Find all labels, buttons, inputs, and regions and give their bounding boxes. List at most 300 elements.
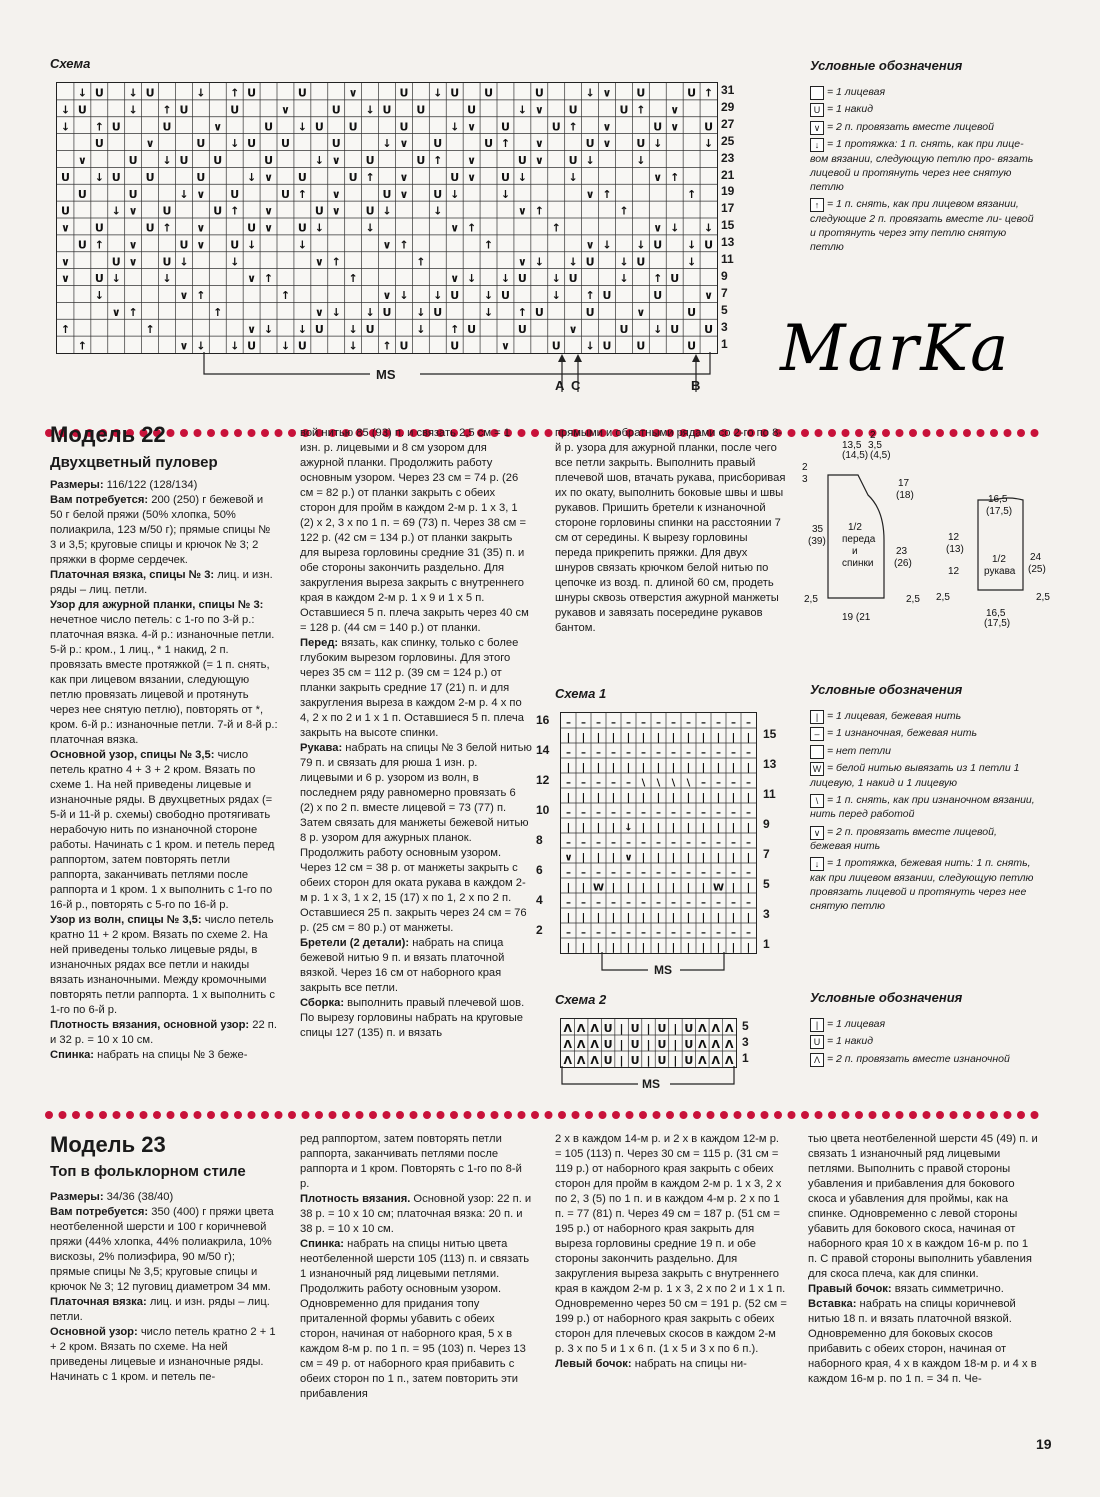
stitch-symbol: ↓ <box>77 86 87 100</box>
stitch-symbol: | <box>596 762 601 774</box>
stitch-symbol: | <box>656 822 661 834</box>
stitch-symbol: ∨ <box>348 86 358 100</box>
stitch-symbol: ↓ <box>297 238 307 252</box>
paragraph-heading: Рукава: <box>300 742 343 754</box>
knit-stitch-icon <box>810 86 824 100</box>
stitch-symbol: – <box>626 747 631 759</box>
stitch-symbol: U <box>500 120 510 134</box>
stitch-symbol: ↑ <box>128 305 138 319</box>
stitch-symbol: ↓ <box>619 255 629 269</box>
stitch-symbol: ↑ <box>534 204 544 218</box>
stitch-symbol: U <box>630 1021 640 1035</box>
stitch-symbol: ∨ <box>467 120 477 134</box>
stitch-symbol: ↓ <box>111 272 121 286</box>
separator-dot <box>72 1111 80 1119</box>
stitch-symbol: | <box>626 762 631 774</box>
stitch-symbol: ↓ <box>382 204 392 218</box>
stitch-symbol: | <box>671 792 676 804</box>
paragraph-text: тью цвета неотбеленной шерсти 45 (49) п. и связать 1 изнаночный ряд лицевыми петлями. Выполнить с правой стороны убавления и прибавления для бокового скоса и убавления для проймы, как на спинке. Одновременно с левой стороны убавить для бокового скоса, начиная от наборного края 10 х в каждом 16-м р. по 1 п. С правой стороны выполнить убавления для скоса плеча, как для спинки. <box>808 1133 1038 1280</box>
stitch-symbol: | <box>731 852 736 864</box>
stitch-symbol: – <box>716 747 721 759</box>
paragraph-heading: Платочная вязка, спицы № 3: <box>50 569 215 581</box>
shape-label: 1/2 <box>992 554 1006 565</box>
separator-dot <box>977 1111 985 1119</box>
stitch-symbol: ∨ <box>264 204 274 218</box>
stitch-symbol: | <box>581 882 586 894</box>
paragraph-heading: Узор для ажурной планки, спицы № 3: <box>50 599 264 611</box>
stitch-symbol: U <box>704 322 714 336</box>
stitch-symbol: U <box>670 322 680 336</box>
stitch-symbol: ↑ <box>77 339 87 353</box>
stitch-symbol: | <box>716 942 721 953</box>
stitch-symbol: – <box>656 897 661 909</box>
stitch-symbol: | <box>701 942 706 953</box>
stitch-symbol: Λ <box>711 1053 721 1067</box>
stitch-symbol: U <box>467 103 477 117</box>
stitch-symbol: – <box>626 927 631 939</box>
stitch-symbol: U <box>297 339 307 353</box>
stitch-symbol: U <box>636 137 646 151</box>
stitch-symbol: W <box>712 882 725 894</box>
stitch-symbol: ∨ <box>450 221 460 235</box>
paragraph <box>300 1192 532 1237</box>
shape-label: и <box>852 546 858 557</box>
stitch-symbol: | <box>596 792 601 804</box>
stitch-symbol: ∨ <box>331 187 341 201</box>
stitch-symbol: | <box>656 852 661 864</box>
stitch-symbol: ↓ <box>230 255 240 269</box>
stitch-symbol: | <box>686 732 691 744</box>
stitch-symbol: ↓ <box>602 238 612 252</box>
stitch-symbol: | <box>566 942 571 953</box>
paragraph-text: прямыми и обратными рядами со 2-го по 8-й р. узора для ажурной планки, после чего все петли закрыть. Выполнить правый плечевой шов, втачать рукава, присборивая их по окату, выполнить боковые швы и швы рукавов. Пришить бретели к изнаночной стороне горловины спинки на расстоянии 7 см от середины. К вырезу горловины переда прикрепить пряжки. Для двух шнуров связать крючком белой нитью по цепочке из возд. п. длиной 60 см, продеть шнуры сквозь отверстия ажурной манжеты рукавов и завязать посередине рукавов бантом. <box>555 427 786 634</box>
stitch-symbol: – <box>611 897 616 909</box>
shape-label: 3,5 <box>868 440 882 451</box>
stitch-symbol: U <box>365 154 375 167</box>
stitch-symbol: – <box>716 837 721 849</box>
stitch-symbol: | <box>731 732 736 744</box>
stitch-symbol: ↓ <box>60 120 71 134</box>
stitch-symbol: ↑ <box>230 86 240 100</box>
legend2 <box>810 1018 1040 1070</box>
stitch-symbol: U <box>196 137 206 151</box>
stitch-symbol: U <box>111 120 121 134</box>
stitch-symbol: ↓ <box>483 305 494 319</box>
paragraph-text: лиц. и изн. ряды – лиц. петли. <box>50 1296 270 1323</box>
stitch-symbol: U <box>60 204 70 218</box>
stitch-symbol: ↓ <box>348 339 358 353</box>
model23-title: Модель 23 <box>50 1132 166 1157</box>
legend-symbol-icon: ↓ <box>810 857 824 871</box>
separator-dot <box>815 1111 823 1119</box>
legend-text: = 1 накид <box>827 1035 874 1048</box>
stitch-symbol: | <box>716 732 721 744</box>
row-number: 16 <box>536 713 550 727</box>
paragraph-heading: Размеры: <box>50 479 104 491</box>
separator-dot <box>140 1111 148 1119</box>
stitch-symbol: ↑ <box>467 221 477 235</box>
stitch-symbol: – <box>641 897 646 909</box>
stitch-symbol: – <box>746 897 751 909</box>
stitch-symbol: U <box>704 238 714 252</box>
stitch-symbol: | <box>731 942 736 953</box>
paragraph-heading: Платочная вязка: <box>50 1296 147 1308</box>
stitch-symbol: Λ <box>576 1037 586 1051</box>
stitch-symbol: – <box>581 837 586 849</box>
stitch-symbol: \ <box>671 777 676 789</box>
stitch-symbol: U <box>213 154 223 167</box>
stitch-symbol: – <box>611 777 616 789</box>
stitch-symbol: ↓ <box>687 255 697 269</box>
stitch-symbol: U <box>500 289 510 302</box>
stitch-symbol: | <box>656 912 661 924</box>
scheme-main-marker-c: C <box>571 378 581 393</box>
stitch-symbol: U <box>687 305 697 319</box>
separator-dot <box>734 1111 742 1119</box>
stitch-symbol: – <box>581 747 586 759</box>
stitch-symbol: – <box>686 867 691 879</box>
row-number: 2 <box>536 923 543 937</box>
paragraph-text: вой нитью 85 (93) п. и связать 2,5 см = 1 изн. р. лицевыми и 8 см узором для ажурной планки. Продолжить работу основным узором. Через 23 см = 74 р. (26 см = 82 р.) от планки закрыть с обеих сторон для пройм в каждом 2-м р. 1 х 3, 1 (2) х 2, 3 х по 1 п. = 69 (73) п. Через 38 см = 122 р. (42 см = 134 р.) от планки закрыть для выреза горловины средние 31 (35) п. и обе стороны закончить раздельно. Для закругления выреза закрыть с внутреннего края в каждом 2-м р. 1 х 9 и 1 х 5 п. Оставшиеся 5 п. плеча закрыть через 40 см = 128 р. (44 см = 140 р.) от планки. <box>300 427 529 634</box>
stitch-symbol: – <box>581 897 586 909</box>
legend-symbol-icon: \ <box>810 794 824 808</box>
stitch-symbol: | <box>671 762 676 774</box>
separator-dot <box>531 1111 539 1119</box>
stitch-symbol: – <box>611 717 616 729</box>
stitch-symbol: ↓ <box>365 103 375 117</box>
stitch-symbol: | <box>641 882 646 894</box>
paragraph-text: 34/36 (38/40) <box>103 1191 174 1203</box>
paragraph-text: набрать на спица бежевой нитью 9 п. и вязать платочной вязкой. Через 16 см от наборного края закрыть все петли. <box>300 937 505 994</box>
row-number: 25 <box>721 133 735 148</box>
stitch-symbol: ↑ <box>450 322 460 336</box>
stitch-symbol: – <box>716 777 721 789</box>
stitch-symbol: ∨ <box>60 272 70 286</box>
legend-item <box>810 1053 1040 1067</box>
stitch-symbol: – <box>611 837 616 849</box>
k2tog-icon: ∨ <box>810 121 824 135</box>
stitch-symbol: ∨ <box>399 137 409 151</box>
paragraph <box>50 1190 278 1205</box>
paragraph-text: Основной узор: 22 п. и 38 р. = 10 х 10 см; платочная вязка: 20 п. и 38 р. = 10 х 10 см. <box>300 1193 532 1235</box>
paragraph <box>300 741 532 936</box>
shape-label: (26) <box>894 558 912 569</box>
stitch-symbol: ∨ <box>196 221 206 235</box>
stitch-symbol: – <box>746 807 751 819</box>
separator-dot <box>869 1111 877 1119</box>
stitch-symbol: – <box>686 747 691 759</box>
paragraph <box>300 426 532 636</box>
stitch-symbol: U <box>365 204 375 218</box>
legend-main-item: ↑ = 1 п. снять, как при лицевом вязании, следующие 2 п. провязать вместе ли- цевой и протянуть через эту петлю снятую петлю <box>810 198 1034 254</box>
legend-item <box>810 857 1040 914</box>
separator-dot <box>207 429 215 437</box>
stitch-symbol: – <box>671 837 676 849</box>
stitch-symbol: – <box>701 927 706 939</box>
model22-column-2 <box>300 426 532 1041</box>
stitch-symbol: U <box>684 1021 694 1035</box>
stitch-symbol: | <box>731 792 736 804</box>
stitch-symbol: Λ <box>563 1053 572 1067</box>
stitch-symbol: – <box>626 837 631 849</box>
stitch-symbol: | <box>596 942 601 953</box>
stitch-symbol: | <box>731 822 736 834</box>
row-number: 15 <box>763 727 777 741</box>
stitch-symbol: ↓ <box>179 187 189 201</box>
stitch-symbol: ↓ <box>314 154 324 167</box>
stitch-symbol: U <box>128 187 138 201</box>
separator-dot <box>923 1111 931 1119</box>
separator-dot <box>369 1111 377 1119</box>
stitch-symbol: U <box>551 339 561 353</box>
shape-label: (17,5) <box>984 618 1011 629</box>
stitch-symbol: ∨ <box>602 86 612 100</box>
scheme1-grid <box>560 712 757 954</box>
paragraph <box>300 936 532 996</box>
stitch-symbol: ↓ <box>382 137 392 151</box>
separator-dot <box>302 1111 310 1119</box>
stitch-symbol: U <box>653 120 663 134</box>
stitch-symbol: ↓ <box>653 137 663 151</box>
row-number: 5 <box>763 877 770 891</box>
stitch-symbol: ∨ <box>314 255 324 269</box>
stitch-symbol: – <box>641 747 646 759</box>
model23-subtitle: Топ в фольклорном стиле <box>50 1163 246 1180</box>
stitch-symbol: | <box>746 822 751 834</box>
stitch-symbol: | <box>701 822 706 834</box>
row-number: 7 <box>763 847 770 861</box>
paragraph-heading: Основной узор: <box>50 1326 138 1338</box>
separator-dot <box>261 1111 269 1119</box>
separator-dot <box>950 1111 958 1119</box>
stitch-symbol: U <box>568 154 578 167</box>
stitch-symbol: | <box>581 762 586 774</box>
stitch-symbol: – <box>671 747 676 759</box>
stitch-symbol: – <box>686 837 691 849</box>
stitch-symbol: | <box>686 942 691 953</box>
stitch-symbol: – <box>596 897 601 909</box>
stitch-symbol: U <box>517 272 527 286</box>
separator-dot <box>653 1111 661 1119</box>
stitch-symbol: – <box>641 837 646 849</box>
stitch-symbol: ↓ <box>230 339 240 353</box>
stitch-symbol: ↓ <box>670 221 680 235</box>
stitch-symbol: U <box>534 86 544 100</box>
stitch-symbol: ↓ <box>162 154 172 167</box>
stitch-symbol: – <box>746 837 751 849</box>
stitch-symbol: – <box>686 897 691 909</box>
stitch-symbol: – <box>566 837 571 849</box>
model22-column-3 <box>555 426 787 636</box>
separator-dot <box>437 1111 445 1119</box>
stitch-symbol: U <box>60 170 70 184</box>
model22-title: Модель 22 <box>50 422 166 447</box>
legend-text: = 1 лицевая <box>827 1018 886 1031</box>
row-number: 21 <box>721 167 735 182</box>
stitch-symbol: ↓ <box>433 204 443 218</box>
stitch-symbol: ↓ <box>263 322 274 336</box>
legend-text: = 1 изнаночная, бежевая нить <box>827 727 977 740</box>
stitch-symbol: U <box>467 322 477 336</box>
stitch-symbol: – <box>746 927 751 939</box>
stitch-symbol: ↑ <box>382 339 392 353</box>
stitch-symbol: | <box>646 1021 651 1035</box>
shape-label: 2 <box>870 430 876 441</box>
stitch-symbol: ↓ <box>653 322 663 336</box>
stitch-symbol: – <box>701 897 706 909</box>
separator-dot <box>990 1111 998 1119</box>
stitch-symbol: ↑ <box>433 154 443 167</box>
separator-dot <box>113 1111 121 1119</box>
stitch-symbol: U <box>145 170 155 184</box>
stitch-symbol: – <box>596 927 601 939</box>
separator-dot <box>896 1111 904 1119</box>
stitch-symbol: U <box>382 305 392 319</box>
stitch-symbol: ∨ <box>534 103 544 117</box>
stitch-symbol: ∨ <box>60 221 70 235</box>
separator-dot <box>747 1111 755 1119</box>
stitch-symbol: ↓ <box>568 255 578 269</box>
stitch-symbol: ↓ <box>230 137 240 151</box>
stitch-symbol: ↑ <box>602 187 612 201</box>
stitch-symbol: | <box>581 852 586 864</box>
stitch-symbol: U <box>247 137 257 151</box>
paragraph-text: лиц. и изн. ряды – лиц. петли. <box>50 569 273 596</box>
stitch-symbol: – <box>581 927 586 939</box>
stitch-symbol: – <box>626 717 631 729</box>
stitch-symbol: U <box>500 170 510 184</box>
stitch-symbol: | <box>611 762 616 774</box>
stitch-symbol: ∨ <box>399 187 409 201</box>
stitch-symbol: ∨ <box>128 255 138 269</box>
separator-dot <box>531 429 539 437</box>
stitch-symbol: U <box>230 187 240 201</box>
stitch-symbol: ↓ <box>111 204 121 218</box>
stitch-symbol: U <box>704 120 714 134</box>
legend-text: = белой нитью вывязать из 1 петли 1 лицевую, 1 накид и 1 лицевую <box>810 762 1020 789</box>
stitch-symbol: ↓ <box>551 272 561 286</box>
stitch-symbol: – <box>686 807 691 819</box>
stitch-symbol: U <box>416 103 426 117</box>
stitch-symbol: | <box>611 792 616 804</box>
stitch-symbol: Λ <box>711 1037 721 1051</box>
legend-symbol-icon: – <box>810 727 824 741</box>
paragraph <box>300 996 532 1041</box>
shape-label: 12 <box>948 532 960 543</box>
stitch-symbol: ↓ <box>703 221 714 235</box>
stitch-symbol: | <box>701 912 706 924</box>
legend-item <box>810 826 1040 855</box>
stitch-symbol: | <box>641 852 646 864</box>
row-number: 8 <box>536 833 543 847</box>
legend-main <box>810 86 1040 259</box>
stitch-symbol: | <box>626 912 631 924</box>
stitch-symbol: ↑ <box>687 187 697 201</box>
paragraph <box>555 1132 787 1357</box>
stitch-symbol: U <box>684 1037 694 1051</box>
stitch-symbol: W <box>592 882 605 894</box>
row-number: 3 <box>742 1035 749 1049</box>
stitch-symbol: | <box>581 792 586 804</box>
shape-label: 24 <box>1030 552 1042 563</box>
separator-dot <box>788 429 796 437</box>
separator-dot <box>1031 1111 1039 1119</box>
stitch-symbol: | <box>646 1037 651 1051</box>
separator-dot <box>383 1111 391 1119</box>
stitch-symbol: | <box>716 912 721 924</box>
stitch-symbol: Λ <box>590 1037 599 1051</box>
stitch-symbol: ∨ <box>585 187 595 201</box>
stitch-symbol: ↑ <box>94 120 104 134</box>
row-number: 4 <box>536 893 543 907</box>
stitch-symbol: U <box>382 103 392 117</box>
stitch-symbol: U <box>636 86 646 100</box>
stitch-symbol: ↑ <box>653 272 663 286</box>
paragraph <box>50 1048 278 1063</box>
row-number: 13 <box>763 757 777 771</box>
stitch-symbol: ∨ <box>128 238 138 252</box>
stitch-symbol: U <box>111 255 121 269</box>
stitch-symbol: U <box>94 272 104 286</box>
stitch-symbol: ∨ <box>128 204 138 218</box>
stitch-symbol: | <box>641 822 646 834</box>
stitch-symbol: ∨ <box>264 221 274 235</box>
stitch-symbol: – <box>731 867 736 879</box>
stitch-symbol: | <box>596 822 601 834</box>
watermark: MarKa <box>780 312 1011 386</box>
stitch-symbol: U <box>280 187 290 201</box>
paragraph-heading: Основной узор, спицы № 3,5: <box>50 749 215 761</box>
paragraph-text: число петель кратно 11 + 2 кром. Вязать по схеме 2. На ней приведены только лицевые ряды, в изнаночных рядах все петли и накиды вязать изнаночными. Между кромочными повторять петли раппорта. 1 х выполнить с 1-го по 6-й р. <box>50 914 275 1016</box>
stitch-symbol: – <box>566 717 571 729</box>
separator-dot <box>464 1111 472 1119</box>
stitch-symbol: ↑ <box>703 86 714 100</box>
paragraph-heading: Вам потребуется: <box>50 1206 149 1218</box>
stitch-symbol: – <box>566 777 571 789</box>
stitch-symbol: ∨ <box>564 852 573 864</box>
stitch-symbol: U <box>77 187 87 201</box>
model22-column-1 <box>50 478 278 1063</box>
scheme-main-grid <box>56 82 718 354</box>
separator-dot <box>491 1111 499 1119</box>
stitch-symbol: ↓ <box>196 86 206 100</box>
stitch-symbol: Λ <box>698 1021 707 1035</box>
legend-item <box>810 794 1040 823</box>
separator-dot <box>693 1111 701 1119</box>
stitch-symbol: – <box>746 747 751 759</box>
separator-dot <box>936 1111 944 1119</box>
legend-main-item: ∨ = 2 п. провязать вместе лицевой <box>810 121 1040 135</box>
shape-label: 2 <box>802 462 808 473</box>
stitch-symbol: U <box>297 221 307 235</box>
yarn-over-icon: U <box>810 103 824 117</box>
stitch-symbol: ↓ <box>179 255 189 269</box>
stitch-symbol: ∨ <box>653 170 663 184</box>
stitch-symbol: ↓ <box>365 221 375 235</box>
stitch-symbol: | <box>746 852 751 864</box>
stitch-symbol: ↓ <box>636 238 646 252</box>
row-number: 3 <box>763 907 770 921</box>
paragraph-heading: Перед: <box>300 637 339 649</box>
stitch-symbol: – <box>626 777 631 789</box>
stitch-symbol: U <box>213 204 223 218</box>
stitch-symbol: | <box>611 882 616 894</box>
stitch-symbol: | <box>641 792 646 804</box>
legend-item <box>810 762 1040 791</box>
stitch-symbol: U <box>602 339 612 353</box>
stitch-symbol: | <box>746 882 751 894</box>
shape-label: 16,5 <box>988 494 1008 505</box>
